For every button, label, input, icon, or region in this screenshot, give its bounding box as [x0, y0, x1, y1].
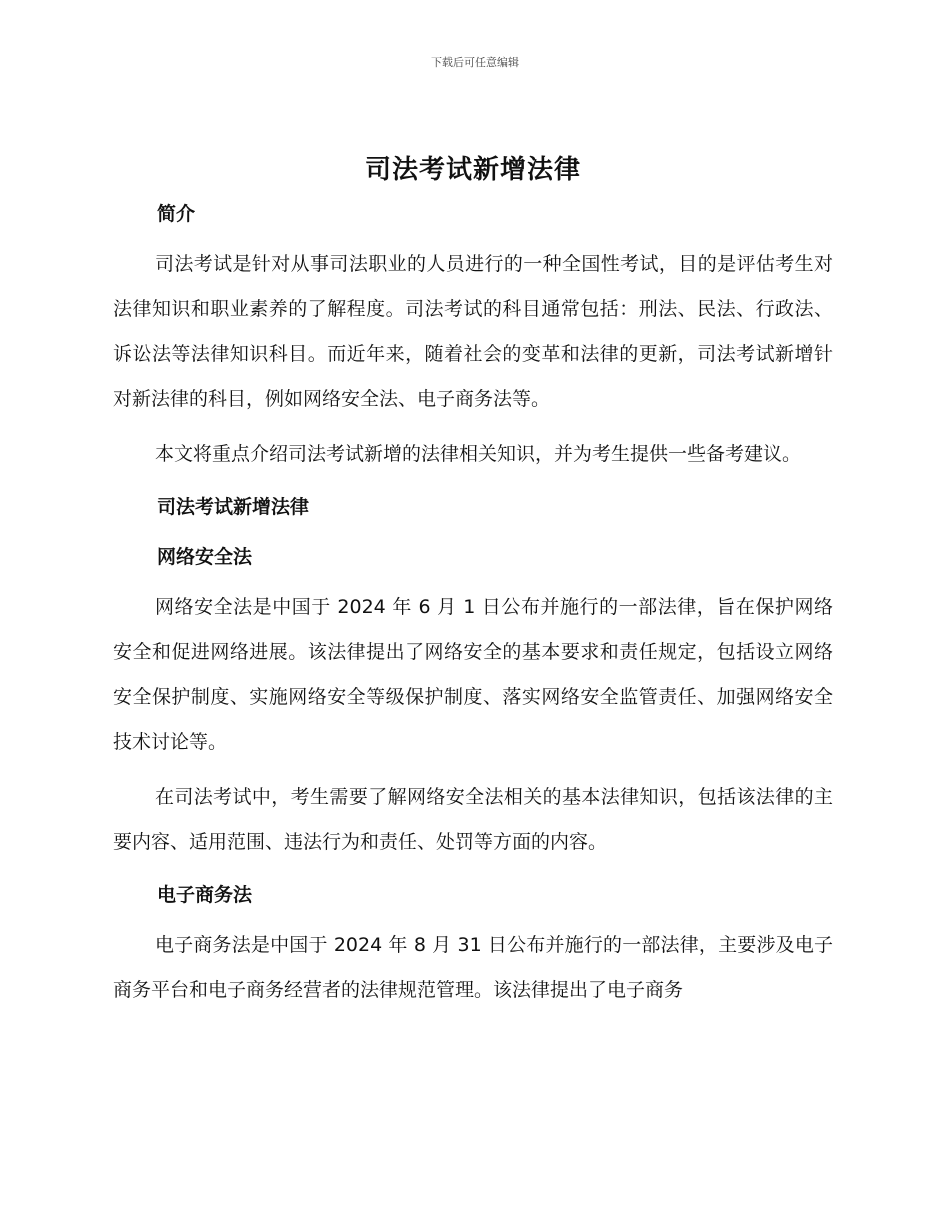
intro-paragraph-1: 司法考试是针对从事司法职业的人员进行的一种全国性考试，目的是评估考生对法律知识和职业素养的了解程度。司法考试的科目通常包括：刑法、民法、行政法、诉讼法等法律知识科目。而近年来，随着社会的变革和法律的更新，司法考试新增针对新法律的科目，例如网络安全法、电子商务法等。 — [113, 253, 833, 410]
ecommerce-paragraph-1: 电子商务法是中国于 2024 年 8 月 31 日公布并施行的一部法律，主要涉及电子商务平台和电子商务经营者的法律规范管理。该法律提出了电子商务 — [113, 934, 833, 1001]
document-body — [113, 150, 833, 1013]
page-header-note: 下载后可任意编辑 — [431, 56, 519, 69]
intro-heading: 简介 — [157, 203, 196, 225]
cybersecurity-paragraph-1: 网络安全法是中国于 2024 年 6 月 1 日公布并施行的一部法律，旨在保护网络安全和促进网络进展。该法律提出了网络安全的基本要求和责任规定，包括设立网络安全保护制度、实施网络安全等级保护制度、落实网络安全监管责任、加强网络安全技术讨论等。 — [113, 596, 833, 753]
intro-paragraph-2: 本文将重点介绍司法考试新增的法律相关知识，并为考生提供一些备考建议。 — [155, 443, 802, 465]
document-title: 司法考试新增法律 — [364, 155, 581, 185]
new-laws-heading: 司法考试新增法律 — [157, 496, 310, 518]
ecommerce-law-heading: 电子商务法 — [157, 884, 253, 906]
cybersecurity-law-heading: 网络安全法 — [157, 546, 253, 568]
cybersecurity-paragraph-2: 在司法考试中，考生需要了解网络安全法相关的基本法律知识，包括该法律的主要内容、适用范围、违法行为和责任、处罚等方面的内容。 — [113, 786, 833, 853]
